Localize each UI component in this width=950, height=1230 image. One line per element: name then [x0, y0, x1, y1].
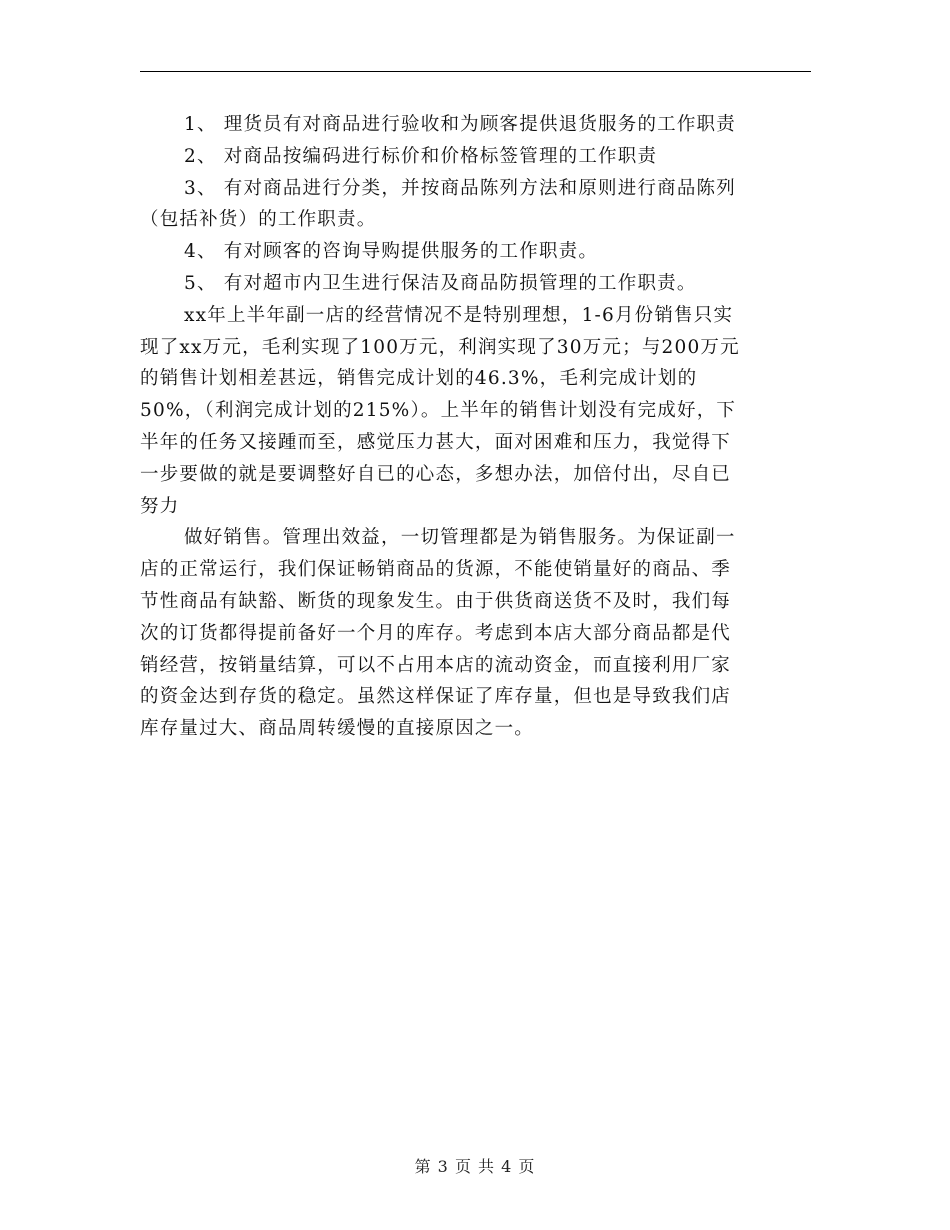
text-line: 4、 有对顾客的咨询导购提供服务的工作职责。: [184, 241, 599, 263]
text-line: 半年的任务又接踵而至，感觉压力甚大，面对困难和压力，我觉得下: [140, 431, 732, 453]
text-line: 一步要做的就是要调整好自已的心态，多想办法，加倍付出，尽自已: [140, 463, 732, 485]
text-line: 5、 有对超市内卫生进行保洁及商品防损管理的工作职责。: [184, 272, 697, 294]
text-line: 库存量过大、商品周转缓慢的直接原因之一。: [140, 718, 535, 740]
page-footer: 第 3 页 共 4 页: [414, 1157, 536, 1176]
text-line: 的资金达到存货的稳定。虽然这样保证了库存量，但也是导致我们店: [140, 686, 732, 708]
text-line: （包括补货）的工作职责。: [140, 209, 377, 231]
text-line: xx年上半年副一店的经营情况不是特别理想，1-6月份销售只实: [184, 304, 734, 326]
text-line: 努力: [140, 495, 180, 517]
text-line: 销经营，按销量结算，可以不占用本店的流动资金，而直接利用厂家: [140, 654, 732, 676]
text-line: 2、 对商品按编码进行标价和价格标签管理的工作职责: [184, 145, 658, 167]
text-line: 50%，（利润完成计划的215%）。上半年的销售计划没有完成好，下: [140, 400, 737, 422]
document-body: [140, 109, 800, 745]
text-line: 1、 理货员有对商品进行验收和为顾客提供退货服务的工作职责: [184, 114, 736, 135]
text-line: 店的正常运行，我们保证畅销商品的货源，不能使销量好的商品、季: [140, 559, 732, 581]
text-line: 现了xx万元，毛利实现了100万元，利润实现了30万元；与200万元: [140, 336, 740, 358]
text-line: 3、 有对商品进行分类，并按商品陈列方法和原则进行商品陈列: [184, 177, 736, 199]
text-line: 节性商品有缺豁、断货的现象发生。由于供货商送货不及时，我们每: [140, 590, 732, 612]
text-line: 做好销售。管理出效益，一切管理都是为销售服务。为保证副一: [184, 527, 736, 549]
text-line: 的销售计划相差甚远，销售完成计划的46.3%，毛利完成计划的: [140, 368, 698, 390]
text-line: 次的订货都得提前备好一个月的库存。考虑到本店大部分商品都是代: [140, 622, 732, 644]
header-rule: [140, 71, 811, 72]
